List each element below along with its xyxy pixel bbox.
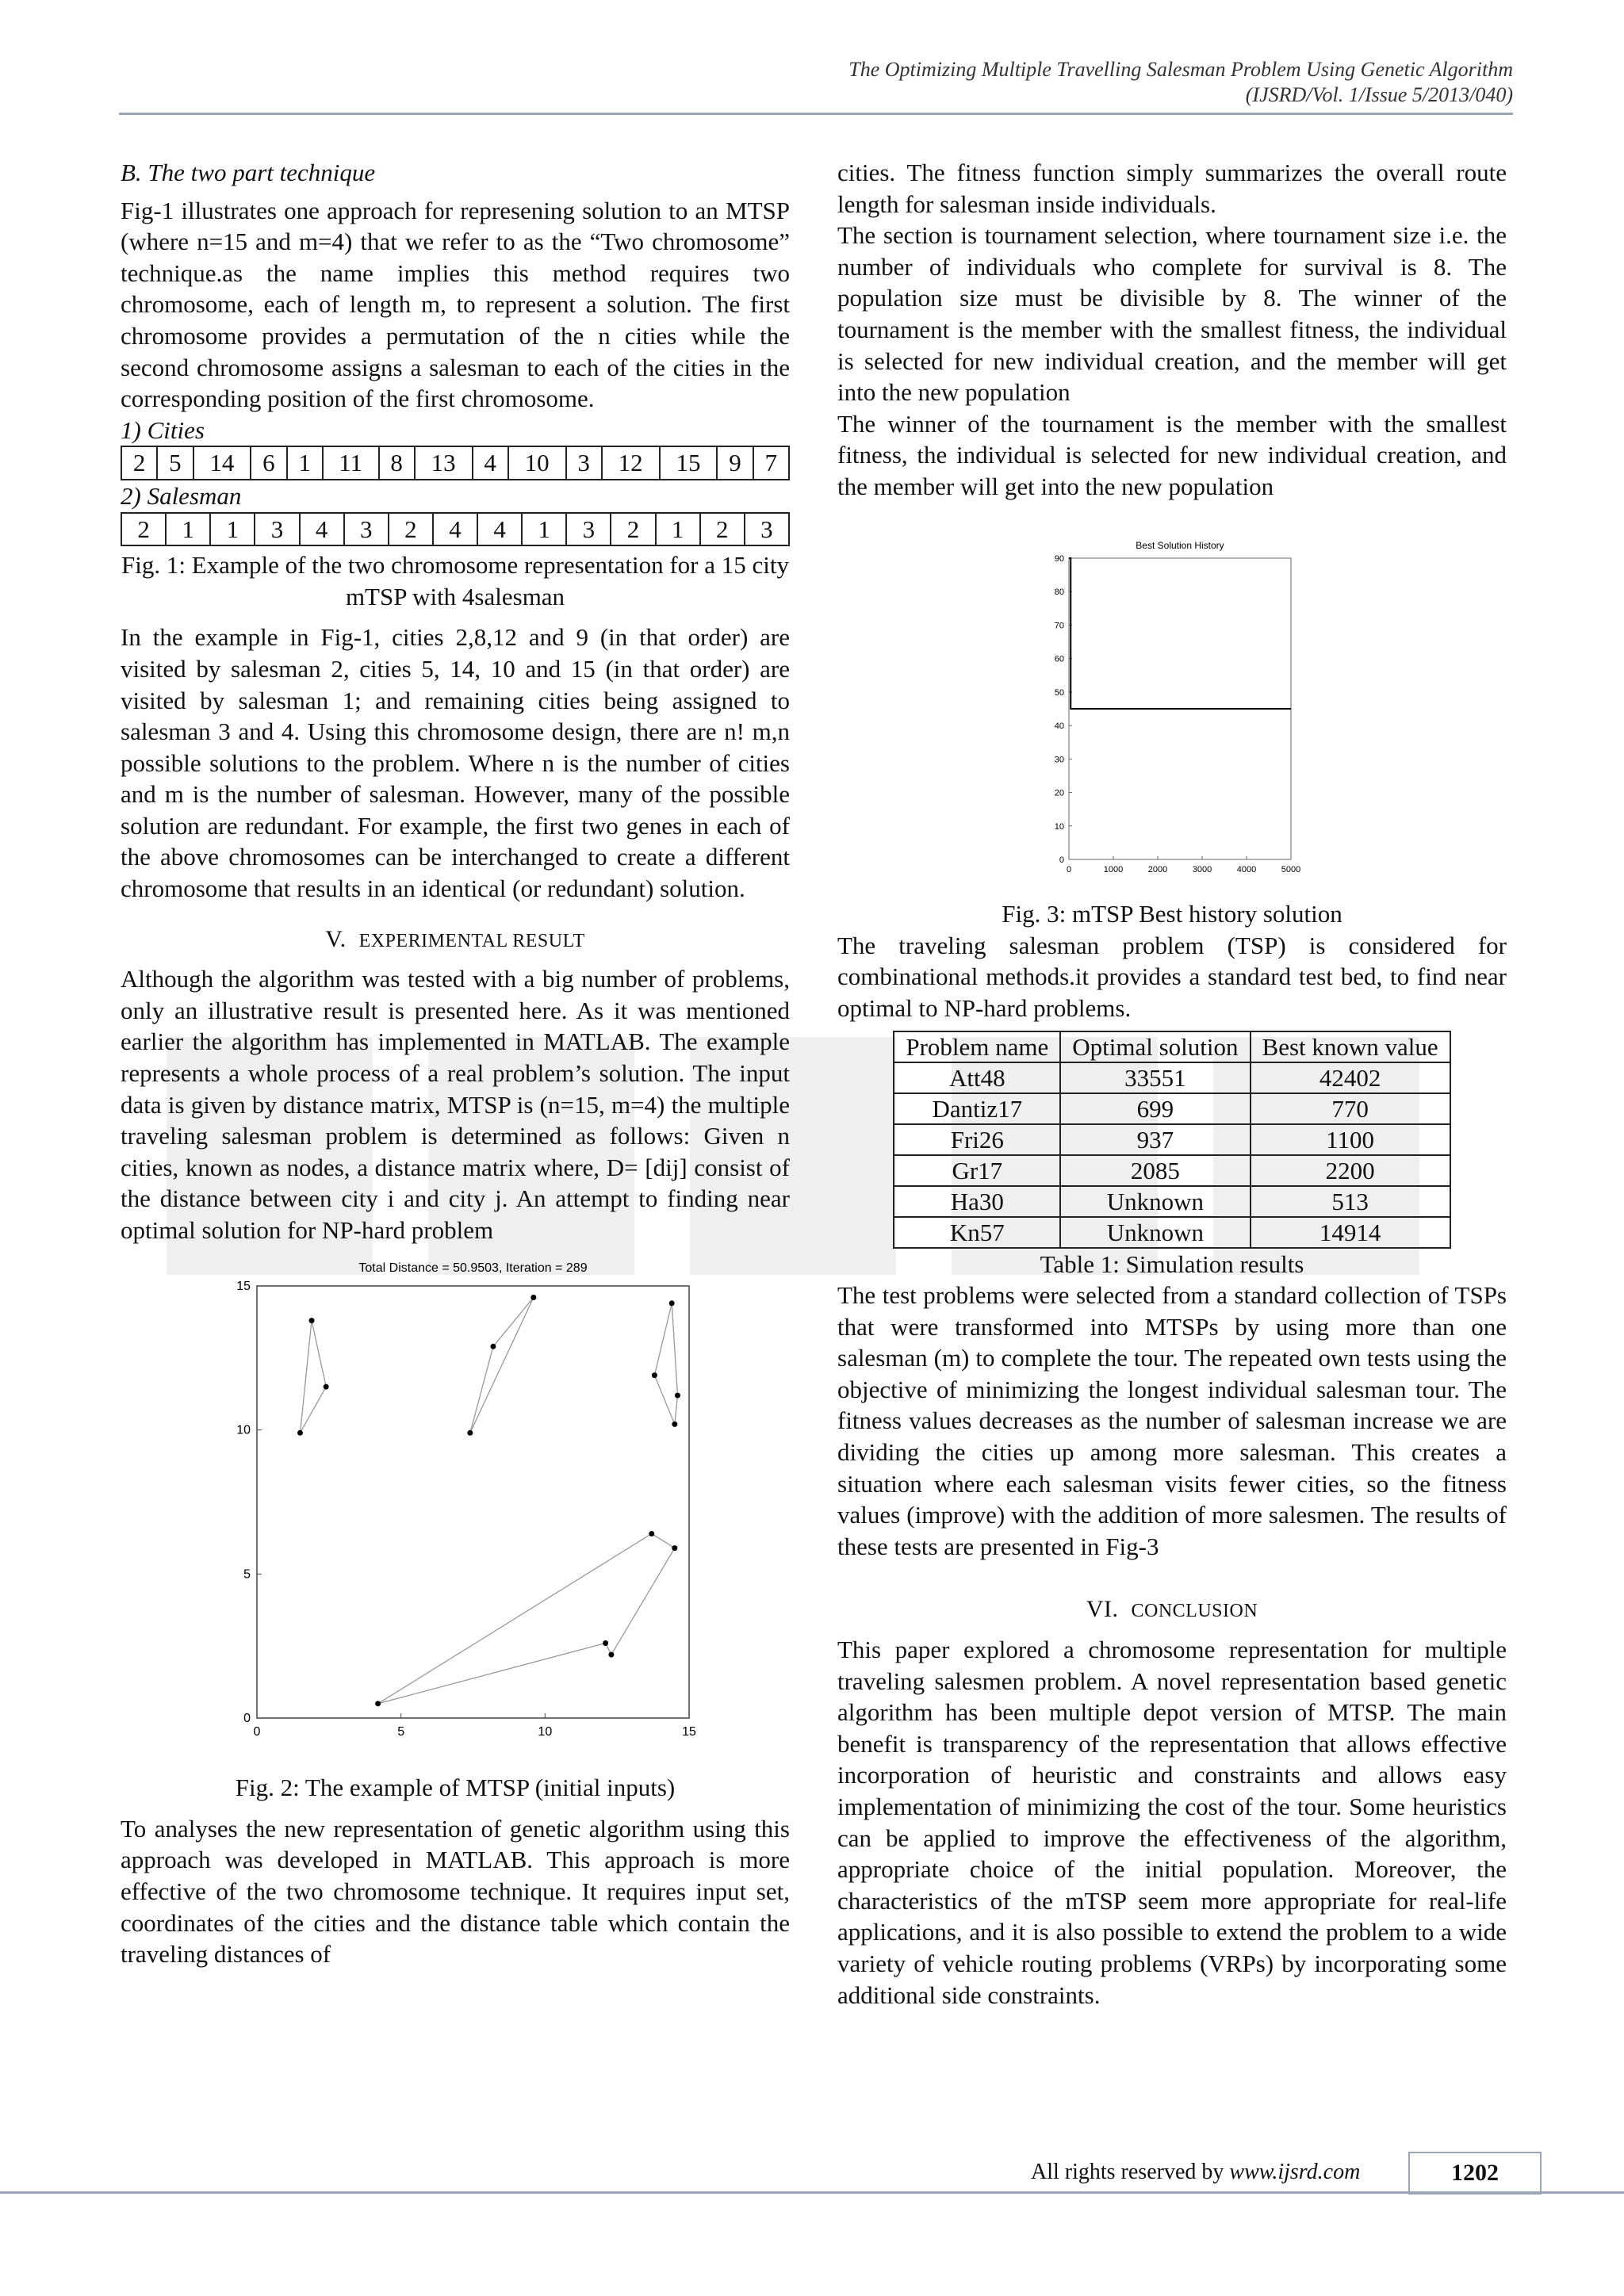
running-header [119, 57, 1513, 108]
x-tick-label: 5000 [1281, 864, 1301, 874]
salesman-gene: 2 [121, 513, 166, 546]
paragraph-analysis: To analyses the new representation of genetic algorithm using this approach was developed in MATLAB. This approach is more effective of the two chromosome technique. It requires input set, coordinates of the cities and the distance table which contain the traveling distances of [121, 1814, 790, 1969]
city-point [324, 1383, 329, 1389]
simulation-table [893, 1031, 1450, 1249]
y-tick-label: 40 [1054, 721, 1064, 731]
section-heading-v [121, 924, 790, 958]
salesman-chromosome [121, 512, 790, 547]
x-tick-label: 2000 [1147, 864, 1168, 874]
city-gene: 3 [566, 446, 602, 480]
city-point [669, 1300, 675, 1306]
y-tick-label: 90 [1054, 553, 1064, 564]
y-tick-label: 0 [243, 1711, 251, 1725]
x-tick-label: 10 [538, 1724, 553, 1739]
x-tick-label: 3000 [1192, 864, 1212, 874]
table-cell: Unknown [1060, 1186, 1250, 1217]
section-number: V. [325, 925, 347, 952]
figure-3 [837, 534, 1507, 899]
x-tick-label: 0 [253, 1724, 261, 1739]
header-rule [119, 113, 1513, 115]
y-tick-label: 5 [243, 1567, 251, 1581]
y-tick-label: 20 [1054, 788, 1064, 798]
salesman-gene: 1 [210, 513, 255, 546]
mtsp-route-plot [209, 1254, 701, 1762]
section-title: CONCLUSION [1131, 1601, 1258, 1622]
salesman-gene: 1 [166, 513, 210, 546]
cities-chromosome [121, 446, 790, 480]
salesman-route [470, 1297, 534, 1433]
table1-caption: Table 1: Simulation results [1040, 1249, 1304, 1278]
city-point [309, 1318, 315, 1323]
table-row [894, 1124, 1450, 1155]
table-row [894, 1062, 1450, 1093]
city-point [652, 1372, 657, 1378]
city-gene: 8 [379, 446, 415, 480]
city-gene: 9 [717, 446, 753, 480]
table-cell: Unknown [1060, 1217, 1250, 1248]
paragraph-winner: The winner of the tournament is the member with the smallest fitness, the individual is selected for new individual creation, and the member will get into the new population [837, 409, 1507, 500]
city-point [608, 1651, 614, 1657]
best-solution-line [1069, 558, 1291, 709]
salesman-label: 2) Salesman [121, 481, 242, 510]
y-tick-label: 50 [1054, 687, 1064, 698]
y-tick-label: 70 [1054, 620, 1064, 630]
y-tick-label: 15 [236, 1279, 251, 1293]
table-cell: Dantiz17 [894, 1093, 1060, 1124]
city-point [297, 1429, 303, 1435]
x-tick-label: 1000 [1103, 864, 1124, 874]
chart-title: Total Distance = 50.9503, Iteration = 289 [358, 1261, 588, 1275]
salesman-gene: 4 [300, 513, 344, 546]
salesman-route [301, 1320, 327, 1433]
table-cell: 770 [1251, 1093, 1450, 1124]
table-cell: 33551 [1060, 1062, 1250, 1093]
salesman-gene: 3 [344, 513, 389, 546]
footer-rights [1031, 2160, 1360, 2185]
section-title: EXPERIMENTAL RESULT [358, 930, 585, 951]
x-tick-label: 0 [1066, 864, 1072, 874]
table-cell: Ha30 [894, 1186, 1060, 1217]
table-cell: 2200 [1251, 1155, 1450, 1186]
salesman-gene: 4 [433, 513, 477, 546]
x-tick-label: 15 [682, 1724, 696, 1739]
table-header-cell: Optimal solution [1060, 1031, 1250, 1062]
table-cell: 513 [1251, 1186, 1450, 1217]
cities-label: 1) Cities [121, 415, 205, 444]
city-gene: 7 [753, 446, 789, 480]
city-point [603, 1640, 608, 1646]
city-gene: 6 [251, 446, 286, 480]
city-point [672, 1421, 677, 1426]
paragraph-experimental: Although the algorithm was tested with a big number of problems, only an illustrative result is presented here. As it was mentioned earlier the algorithm has implemented in MATLAB. The example represents a whole process of a real problem’s solution. The input data is given by distance matrix, MTSP is (n=15, m=4) the multiple traveling salesman problem is determined as follows: Given n cities, known as nodes, a distance matrix where, D= [dij] consist of the distance between city i and city j. An attempt to finding near optimal solution for NP-hard problem [121, 965, 790, 1244]
salesman-gene: 3 [745, 513, 789, 546]
salesman-gene: 3 [255, 513, 299, 546]
header-issue: (IJSRD/Vol. 1/Issue 5/2013/040) [1245, 83, 1513, 106]
city-gene: 1 [287, 446, 323, 480]
section-heading-vi [837, 1594, 1507, 1628]
city-point [467, 1429, 473, 1435]
paragraph-tsp: The traveling salesman problem (TSP) is considered for combinational methods.it provides a standard test bed, to find near optimal to NP-hard problems. [837, 931, 1507, 1022]
best-history-plot [1029, 534, 1315, 891]
y-tick-label: 10 [236, 1423, 251, 1437]
table-cell: 1100 [1251, 1124, 1450, 1155]
y-tick-label: 60 [1054, 654, 1064, 664]
city-point [649, 1531, 654, 1536]
salesman-gene: 2 [611, 513, 655, 546]
table-row [894, 1186, 1450, 1217]
table-cell: 2085 [1060, 1155, 1250, 1186]
city-gene: 4 [473, 446, 508, 480]
y-tick-label: 30 [1054, 754, 1064, 764]
subsection-heading: B. The two part technique [121, 159, 376, 186]
x-tick-label: 4000 [1236, 864, 1257, 874]
y-tick-label: 0 [1059, 855, 1064, 865]
city-point [375, 1701, 381, 1706]
paragraph-conclusion: This paper explored a chromosome representation for multiple traveling salesmen problem. A novel representation based genetic algorithm has been multiple depot version of MTSP. The main benefit is transparency of the representation that allows effective incorporation of heuristic and constraints and allows easy implementation of minimizing the cost of the tour. Some heuristics can be applied to improve the effectiveness of the algorithm, appropriate choice of the initial population. Moreover, the characteristics of the mTSP seem more appropriate for real-life applications, and it is also possible to extend the problem to a wide variety of vehicle routing problems (VRPs) by incorporating some additional side constraints. [837, 1636, 1507, 2009]
y-tick-label: 80 [1054, 587, 1064, 597]
city-point [675, 1392, 680, 1398]
table-cell: Att48 [894, 1062, 1060, 1093]
city-gene: 10 [508, 446, 566, 480]
footer-site-link[interactable]: www.ijsrd.com [1229, 2160, 1361, 2184]
page-number: 1202 [1408, 2152, 1542, 2195]
table-cell: 937 [1060, 1124, 1250, 1155]
table-row [894, 1155, 1450, 1186]
salesman-gene: 4 [477, 513, 522, 546]
salesman-gene: 3 [566, 513, 611, 546]
salesman-route [654, 1303, 677, 1424]
footer-rights-text: All rights reserved by [1031, 2160, 1224, 2184]
city-gene: 13 [415, 446, 473, 480]
city-gene: 15 [660, 446, 718, 480]
city-gene: 14 [193, 446, 251, 480]
paragraph-tournament: The section is tournament selection, where tournament size i.e. the number of individuals who complete for survival is 8. The population size must be divisible by 8. The winner of the tournament is the member with the smallest fitness, the individual is selected for new individual creation, and the member will get into the new population [837, 221, 1507, 407]
city-point [490, 1343, 496, 1349]
table-cell: 42402 [1251, 1062, 1450, 1093]
salesman-gene: 1 [522, 513, 566, 546]
fig1-caption: Fig. 1: Example of the two chromosome representation for a 15 city mTSP with 4salesman [121, 551, 789, 610]
fig3-caption: Fig. 3: mTSP Best history solution [1002, 900, 1342, 928]
salesman-route [378, 1533, 675, 1703]
paragraph-fitness: cities. The fitness function simply summarizes the overall route length for salesman inside individuals. [837, 159, 1507, 218]
table-header-cell: Problem name [894, 1031, 1060, 1062]
table-cell: Kn57 [894, 1217, 1060, 1248]
table-row [894, 1217, 1450, 1248]
fig2-caption: Fig. 2: The example of MTSP (initial inputs) [235, 1774, 676, 1802]
left-column [121, 157, 790, 1970]
salesman-gene: 2 [389, 513, 433, 546]
city-point [672, 1545, 677, 1551]
table-header-cell: Best known value [1251, 1031, 1450, 1062]
footer-rule [0, 2191, 1624, 2194]
x-tick-label: 5 [397, 1724, 405, 1739]
salesman-gene: 1 [656, 513, 700, 546]
right-column [837, 157, 1507, 2011]
figure-2 [121, 1254, 790, 1770]
y-tick-label: 10 [1054, 821, 1064, 832]
header-title: The Optimizing Multiple Travelling Salesman Problem Using Genetic Algorithm [848, 58, 1513, 81]
table-cell: Gr17 [894, 1155, 1060, 1186]
city-gene: 5 [157, 446, 193, 480]
table-cell: Fri26 [894, 1124, 1060, 1155]
city-gene: 2 [121, 446, 157, 480]
salesman-gene: 2 [700, 513, 745, 546]
city-point [530, 1295, 536, 1300]
paragraph-intro: Fig-1 illustrates one approach for represening solution to an MTSP (where n=15 and m=4) that we refer to as the “Two chromosome” technique.as the name implies this method requires two chromosome, each of length m, to represent a solution. The first chromosome provides a permutation of the n cities while the second chromosome assigns a salesman to each of the cities in the corresponding position of the first chromosome. [121, 196, 790, 413]
table-cell: 14914 [1251, 1217, 1450, 1248]
chart-title: Best Solution History [1136, 539, 1224, 551]
city-gene: 11 [323, 446, 379, 480]
plot-frame [257, 1286, 689, 1718]
table-row [894, 1093, 1450, 1124]
city-gene: 12 [602, 446, 660, 480]
paragraph-example: In the example in Fig-1, cities 2,8,12 and 9 (in that order) are visited by salesman 2, cities 5, 14, 10 and 15 (in that order) are visited by salesman 1; and remaining cities being assigned to salesman 3 and 4. Using this chromosome design, there are n! m,n possible solutions to the problem. Where n is the number of cities and m is the number of salesman. However, many of the possible solution are redundant. For example, the first two genes in each of the above chromosomes can be interchanged to create a different chromosome that results in an identical (or redundant) solution. [121, 623, 790, 903]
section-number: VI. [1086, 1596, 1119, 1623]
paragraph-tests: The test problems were selected from a standard collection of TSPs that were transformed into MTSPs by using more than one salesman (m) to complete the tour. The repeated own tests using the objective of minimizing the longest individual salesman tour. The fitness values decreases as the number of salesman increase we are dividing the cities up among more salesman. This creates a situation where each salesman visits fewer cities, so the fitness values (improve) with the addition of more salesmen. The results of these tests are presented in Fig-3 [837, 1281, 1507, 1560]
table-cell: 699 [1060, 1093, 1250, 1124]
